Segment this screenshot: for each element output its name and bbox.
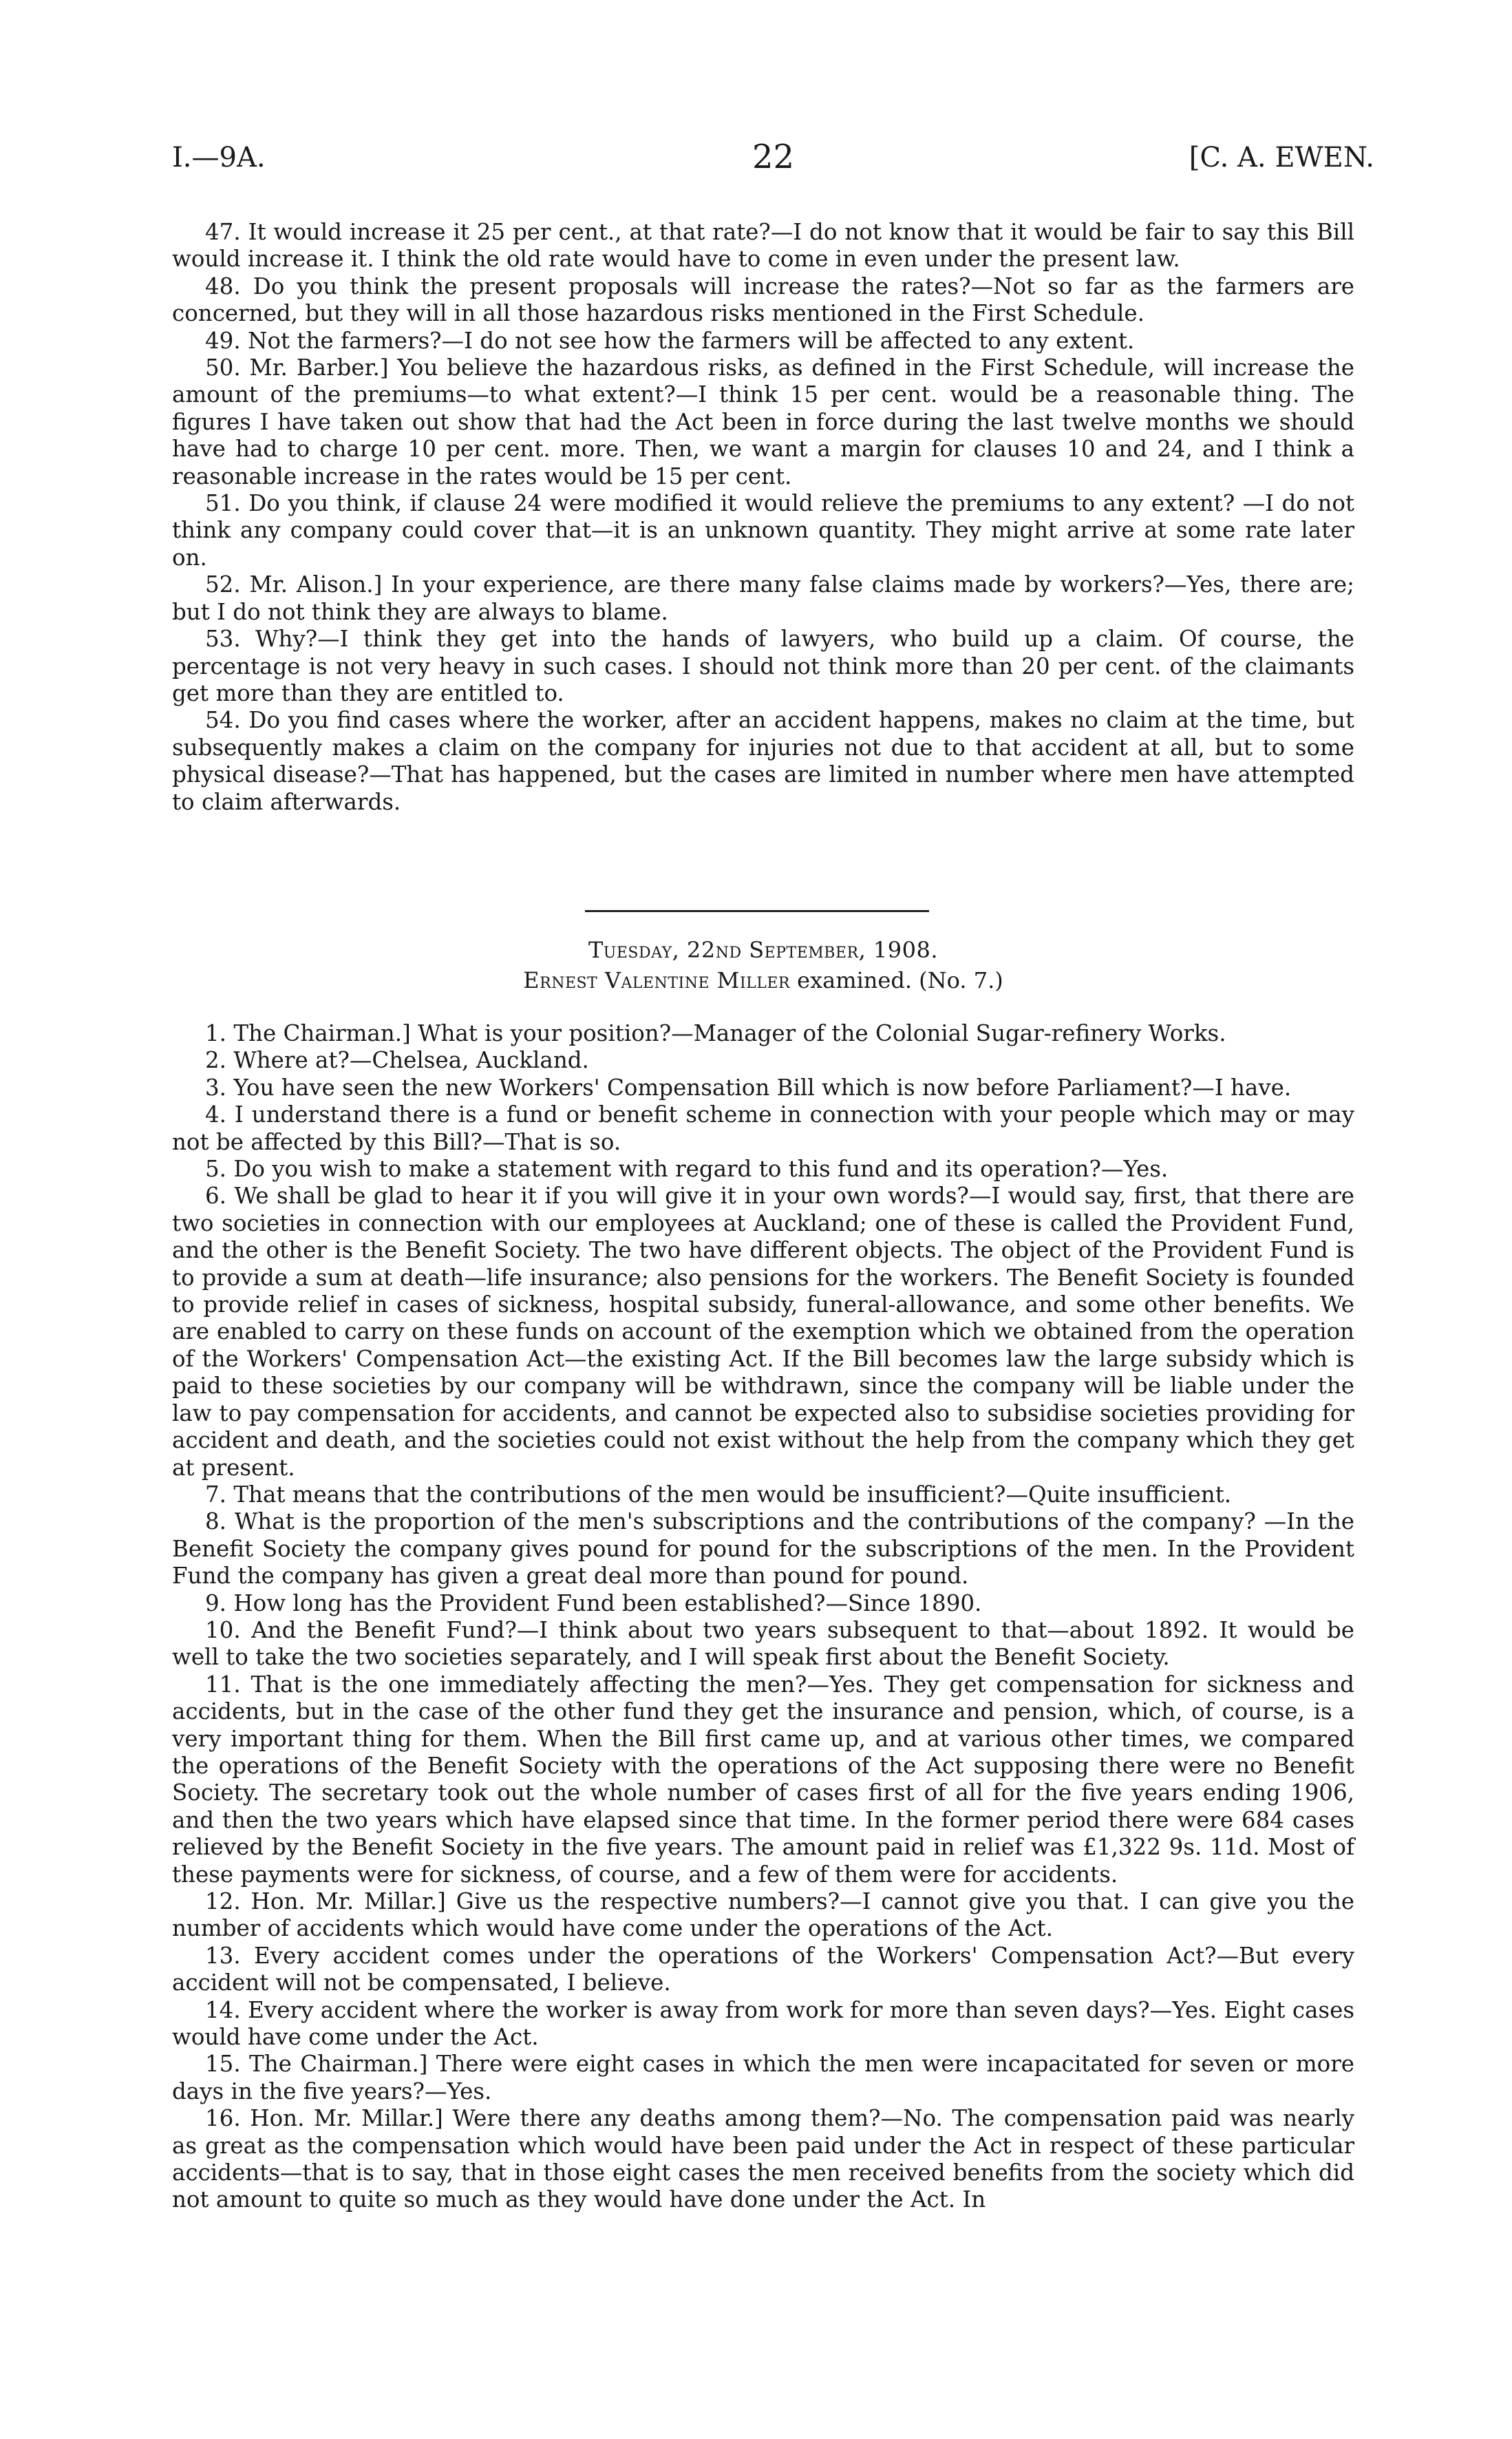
witness-heading: [172, 967, 1354, 994]
testimony-block-2: [172, 1020, 1354, 2214]
paragraph: 5. Do you wish to make a statement with regard to this fund and its operation?—Yes.: [205, 1156, 1169, 1183]
paragraph: 2. Where at?—Chelsea, Auckland.: [205, 1047, 589, 1074]
paragraph: 3. You have seen the new Workers' Compensation Bill which is now before Parliament?—I have.: [205, 1074, 1292, 1101]
witness-reference: [C. A. EWEN.: [1189, 142, 1374, 173]
witness-examined: examined. (No. 7.): [789, 967, 1003, 993]
paragraph: 6. We shall be glad to hear it if you will give it in your own words?—I would say, first, that there are two societies in connection with our employees at Auckland; one of these is called the Provident Fund, and the other is the Benefit Society. The two have different objects. The object of the Provident Fund is to provide a sum at death—life insurance; also pensions for the workers. The Benefit Society is founded to provide relief in cases of sickness, hospital subsidy, funeral-allowance, and some other benefits. We are enabled to carry on these funds on account of the exemption which we obtained from the operation of the Workers' Compensation Act—the existing Act. If the Bill becomes law the large subsidy which is paid to these societies by our company will be withdrawn, since the company will be liable under the law to pay compensation for accidents, and cannot be expected also to subsidise societies providing for accident and death, and the societies could not exist without the help from the company which they get at present.: [172, 1183, 1354, 1481]
paragraph: 8. What is the proportion of the men's subscriptions and the contributions of the company? —In the Benefit Society the company gives pound for pound for the subscriptions of the men. In the Provident Fund the company has given a great deal more than pound for pound.: [172, 1508, 1354, 1590]
witness-name: Ernest Valentine Miller: [523, 967, 790, 993]
testimony-block-1: [172, 219, 1354, 816]
paragraph: 15. The Chairman.] There were eight cases in which the men were incapacitated for seven or more days in the five years?—Yes.: [172, 2051, 1354, 2104]
paragraph: 14. Every accident where the worker is away from work for more than seven days?—Yes. Eight cases would have come under the Act.: [172, 1996, 1354, 2051]
paragraph: 9. How long has the Provident Fund been established?—Since 1890.: [205, 1590, 982, 1616]
paragraph: 12. Hon. Mr. Millar.] Give us the respective numbers?—I cannot give you that. I can give you the number of accidents which would have come under the operations of the Act.: [172, 1888, 1354, 1942]
paragraph: 11. That is the one immediately affecting the men?—Yes. They get compensation for sickness and accidents, but in the case of the other fund they get the insurance and pension, which, of course, is a very important thing for them. When the Bill first came up, and at various other times, we compared the operations of the Benefit Society with the operations of the Act supposing there were no Benefit Society. The secretary took out the whole number of cases first of all for the five years ending 1906, and then the two years which have elapsed since that time. In the former period there were 684 cases relieved by the Benefit Society in the five years. The amount paid in relief was £1,322 9s. 11d. Most of these payments were for sickness, of course, and a few of them were for accidents.: [172, 1671, 1354, 1888]
paragraph: 16. Hon. Mr. Millar.] Were there any deaths among them?—No. The compensation paid was nearly as great as the compensation which would have been paid under the Act in respect of these particular accidents—that is to say, that in those eight cases the men received benefits from the society which did not amount to quite so much as they would have done under the Act. In: [172, 2105, 1354, 2213]
paragraph: 53. Why?—I think they get into the hands of lawyers, who build up a claim. Of course, the percentage is not very heavy in such cases. I should not think more than 20 per cent. of the claimants get more than they are entitled to.: [172, 626, 1354, 706]
paragraph: 51. Do you think, if clause 24 were modified it would relieve the premiums to any extent? —I do not think any company could cover that—it is an unknown quantity. They might arrive at some rate later on.: [172, 490, 1354, 571]
paragraph: 7. That means that the contributions of the men would be insufficient?—Quite insufficient.: [205, 1481, 1232, 1508]
paragraph: 50. Mr. Barber.] You believe the hazardous risks, as defined in the First Schedule, will increase the amount of the premiums—to what extent?—I think 15 per cent. would be a reasonable thing. The figures I have taken out show that had the Act been in force during the last twelve months we should have had to charge 10 per cent. more. Then, we want a margin for clauses 10 and 24, and I think a reasonable increase in the rates would be 15 per cent.: [172, 355, 1354, 489]
paragraph: 54. Do you find cases where the worker, after an accident happens, makes no claim at the time, but subsequently makes a claim on the company for injuries not due to that accident at all, but to some physical disease?—That has happened, but the cases are limited in number where men have attempted to claim afterwards.: [172, 707, 1354, 815]
section-divider: [585, 910, 929, 912]
paragraph: 47. It would increase it 25 per cent., at that rate?—I do not know that it would be fair to say this Bill would increase it. I think the old rate would have to come in even under the present law.: [172, 219, 1354, 273]
session-date-text: Tuesday, 22nd September, 1908.: [588, 937, 939, 963]
paragraph: 52. Mr. Alison.] In your experience, are there many false claims made by workers?—Yes, there are; but I do not think they are always to blame.: [172, 571, 1354, 625]
session-date: [172, 936, 1354, 964]
paragraph: 4. I understand there is a fund or benefit scheme in connection with your people which may or may not be affected by this Bill?—That is so.: [172, 1101, 1354, 1155]
paragraph: 13. Every accident comes under the operations of the Workers' Compensation Act?—But every accident will not be compensated, I believe.: [172, 1942, 1354, 1996]
page-header: [172, 138, 1374, 183]
page-number: 22: [752, 138, 795, 176]
paragraph: 1. The Chairman.] What is your position?—Manager of the Colonial Sugar-refinery Works.: [205, 1020, 1226, 1046]
paragraph: 48. Do you think the present proposals will increase the rates?—Not so far as the farmers are concerned, but they will in all those hazardous risks mentioned in the First Schedule.: [172, 273, 1354, 327]
paragraph: 10. And the Benefit Fund?—I think about two years subsequent to that—about 1892. It would be well to take the two societies separately, and I will speak first about the Benefit Society.: [172, 1616, 1354, 1671]
document-reference: I.—9A.: [172, 142, 266, 173]
paragraph: 49. Not the farmers?—I do not see how the farmers will be affected to any extent.: [205, 327, 1135, 354]
